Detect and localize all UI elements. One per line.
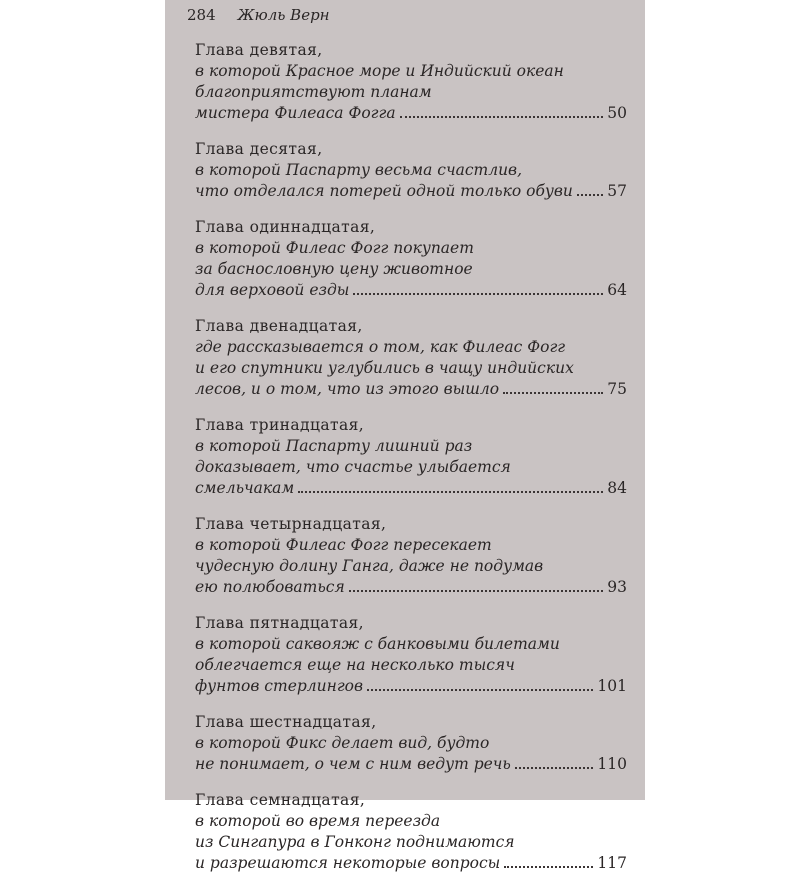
dot-leader xyxy=(577,194,603,196)
dot-leader xyxy=(367,689,593,691)
chapter-description-line: в которой Паспарту лишний раз xyxy=(195,437,473,455)
chapter-description-line: ею полюбоваться xyxy=(195,578,345,596)
chapter-description-line: в которой Паспарту весьма счастлив, xyxy=(195,161,523,179)
toc-last-line xyxy=(195,181,627,202)
chapter-description-line: в которой Фикс делает вид, будто xyxy=(195,734,490,752)
chapter-heading: Глава шестнадцатая, xyxy=(195,713,377,731)
chapter-heading: Глава десятая, xyxy=(195,140,323,158)
author-name: Жюль Верн xyxy=(237,6,330,24)
chapter-description-line: что отделался потерей одной только обуви xyxy=(195,182,573,200)
dot-leader xyxy=(503,392,603,394)
chapter-heading: Глава одиннадцатая, xyxy=(195,218,376,236)
chapter-heading: Глава тринадцатая, xyxy=(195,416,365,434)
toc-last-line xyxy=(195,853,627,874)
toc-last-line xyxy=(195,103,627,124)
toc-entry xyxy=(195,790,627,874)
page-reference: 75 xyxy=(607,380,627,398)
chapter-description-line: лесов, и о том, что из этого вышло xyxy=(195,380,500,398)
page-reference: 64 xyxy=(607,281,627,299)
chapter-description-line: мистера Филеаса Фогга xyxy=(195,104,396,122)
toc-entry xyxy=(195,316,627,400)
toc-entry xyxy=(195,415,627,499)
dot-leader xyxy=(353,293,603,295)
page-reference: 101 xyxy=(597,677,627,695)
chapter-description-line: для верховой езды xyxy=(195,281,350,299)
dot-leader xyxy=(400,116,604,118)
chapter-heading: Глава четырнадцатая, xyxy=(195,515,387,533)
chapter-description-line: фунтов стерлингов xyxy=(195,677,364,695)
toc-last-line xyxy=(195,754,627,775)
dot-leader xyxy=(298,491,603,493)
toc-entry xyxy=(195,217,627,301)
page-reference: 50 xyxy=(607,104,627,122)
dot-leader xyxy=(515,767,594,769)
toc-entry xyxy=(195,613,627,697)
chapter-description-line: и разрешаются некоторые вопросы xyxy=(195,854,501,872)
chapter-description-line: где рассказывается о том, как Филеас Фогг xyxy=(195,338,566,356)
page-number: 284 xyxy=(187,6,216,24)
toc-entry xyxy=(195,40,627,124)
page-reference: 57 xyxy=(607,182,627,200)
chapter-description-line: и его спутники углубились в чащу индийских xyxy=(195,359,574,377)
toc-entry xyxy=(195,514,627,598)
chapter-description-line: облегчается еще на несколько тысяч xyxy=(195,656,515,674)
chapter-description-line: за баснословную цену животное xyxy=(195,260,473,278)
toc-last-line xyxy=(195,676,627,697)
chapter-description-line: в которой Филеас Фогг покупает xyxy=(195,239,474,257)
toc-last-line xyxy=(195,379,627,400)
toc-last-line xyxy=(195,577,627,598)
book-page xyxy=(165,0,645,872)
chapter-description-line: в которой Филеас Фогг пересекает xyxy=(195,536,492,554)
chapter-heading: Глава семнадцатая, xyxy=(195,791,366,809)
page-reference: 117 xyxy=(597,854,627,872)
toc-last-line xyxy=(195,478,627,499)
chapter-description-line: в которой во время переезда xyxy=(195,812,441,830)
chapter-description-line: из Сингапура в Гонконг поднимаются xyxy=(195,833,515,851)
chapter-description-line: чудесную долину Ганга, даже не подумав xyxy=(195,557,544,575)
page-reference: 110 xyxy=(597,755,627,773)
chapter-description-line: смельчакам xyxy=(195,479,295,497)
chapter-description-line: в которой саквояж с банковыми билетами xyxy=(195,635,560,653)
page-reference: 93 xyxy=(607,578,627,596)
running-head xyxy=(187,6,330,24)
toc-last-line xyxy=(195,280,627,301)
toc-entry xyxy=(195,139,627,202)
chapter-description-line: доказывает, что счастье улыбается xyxy=(195,458,511,476)
table-of-contents xyxy=(195,40,627,889)
chapter-description-line: в которой Красное море и Индийский океан xyxy=(195,62,564,80)
dot-leader xyxy=(504,866,593,868)
chapter-heading: Глава двенадцатая, xyxy=(195,317,363,335)
dot-leader xyxy=(349,590,604,592)
toc-entry xyxy=(195,712,627,775)
chapter-description-line: не понимает, о чем с ним ведут речь xyxy=(195,755,511,773)
chapter-heading: Глава девятая, xyxy=(195,41,323,59)
chapter-heading: Глава пятнадцатая, xyxy=(195,614,364,632)
chapter-description-line: благоприятствуют планам xyxy=(195,83,432,101)
page-reference: 84 xyxy=(607,479,627,497)
